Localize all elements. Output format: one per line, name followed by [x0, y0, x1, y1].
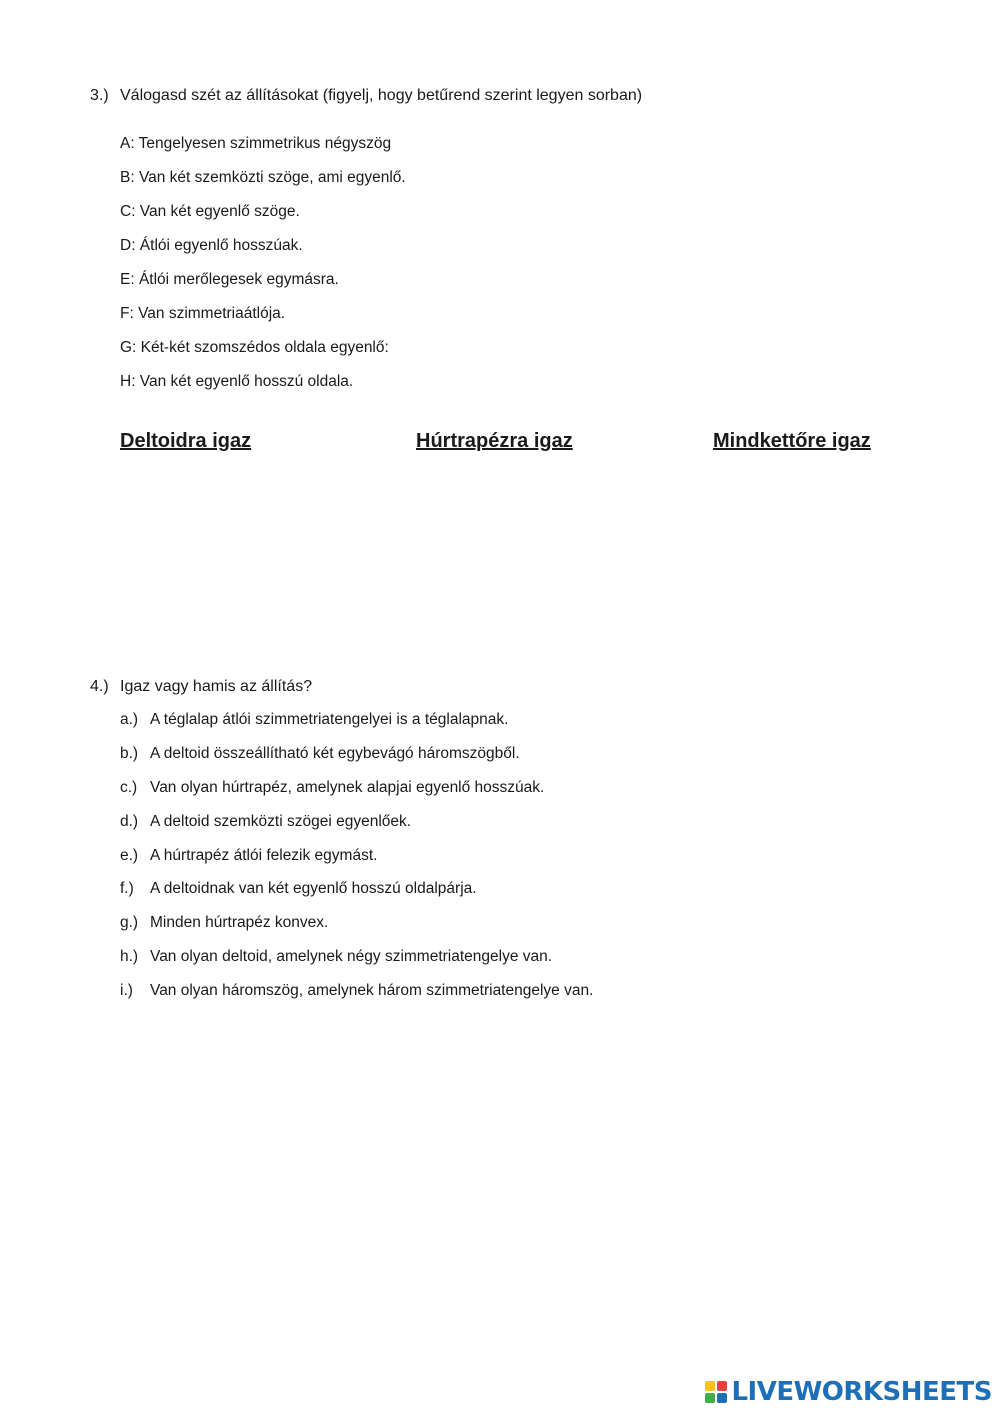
statement-b: B: Van két szemközti szöge, ami egyenlő.: [120, 169, 406, 186]
tf-item-label: a.): [120, 711, 139, 728]
tf-item-label: c.): [120, 779, 138, 796]
tf-item-g: [120, 913, 328, 933]
tf-item-label: b.): [120, 745, 139, 762]
tf-item-label: i.): [120, 982, 133, 999]
tf-item-c: [120, 778, 544, 798]
tf-item-label: e.): [120, 847, 139, 864]
liveworksheets-logo-icon: [705, 1381, 727, 1403]
question3-heading: [90, 86, 642, 106]
question4-heading: [90, 677, 312, 697]
statement-h: H: Van két egyenlő hosszú oldala.: [120, 373, 354, 390]
tf-item-i: [120, 981, 593, 1001]
tf-item-b: [120, 744, 520, 764]
question4-prompt: Igaz vagy hamis az állítás?: [120, 678, 313, 695]
tf-item-text: Minden húrtrapéz konvex.: [150, 914, 329, 931]
tf-item-label: h.): [120, 948, 139, 965]
tf-item-f: [120, 879, 477, 899]
tf-item-text: A téglalap átlói szimmetriatengelyei is a téglalapnak.: [150, 711, 509, 728]
statement-c: C: Van két egyenlő szöge.: [120, 203, 300, 220]
tf-item-label: f.): [120, 880, 134, 897]
logo-text: LIVEWORKSHEETS: [731, 1377, 992, 1407]
statement-a: A: Tengelyesen szimmetrikus négyszög: [120, 135, 392, 152]
tf-item-text: Van olyan háromszög, amelynek három szimmetriatengelye van.: [150, 982, 594, 999]
category-deltoid: Deltoidra igaz: [120, 430, 252, 452]
tf-item-text: A deltoidnak van két egyenlő hosszú oldalpárja.: [150, 880, 477, 897]
category-both: Mindkettőre igaz: [713, 430, 871, 452]
statement-g: G: Két-két szomszédos oldala egyenlő:: [120, 339, 389, 356]
tf-item-text: Van olyan deltoid, amelynek négy szimmetriatengelye van.: [150, 948, 553, 965]
category-hurtrapez: Húrtrapézra igaz: [416, 430, 573, 452]
statement-e: E: Átlói merőlegesek egymásra.: [120, 271, 339, 288]
tf-item-h: [120, 947, 552, 967]
statement-d: D: Átlói egyenlő hosszúak.: [120, 237, 303, 254]
tf-item-label: d.): [120, 813, 139, 830]
tf-item-text: Van olyan húrtrapéz, amelynek alapjai egyenlő hosszúak.: [150, 779, 545, 796]
question3-number: 3.): [90, 87, 109, 104]
statement-f: F: Van szimmetriaátlója.: [120, 305, 286, 322]
tf-item-d: [120, 812, 411, 832]
tf-item-a: [120, 710, 508, 730]
question4-number: 4.): [90, 678, 109, 695]
question3-prompt: Válogasd szét az állításokat (figyelj, hogy betűrend szerint legyen sorban): [120, 87, 643, 104]
tf-item-label: g.): [120, 914, 139, 931]
tf-item-text: A húrtrapéz átlói felezik egymást.: [150, 847, 378, 864]
tf-item-text: A deltoid összeállítható két egybevágó háromszögből.: [150, 745, 520, 762]
tf-item-e: [120, 846, 377, 866]
liveworksheets-logo: [705, 1377, 992, 1407]
tf-item-text: A deltoid szemközti szögei egyenlőek.: [150, 813, 412, 830]
